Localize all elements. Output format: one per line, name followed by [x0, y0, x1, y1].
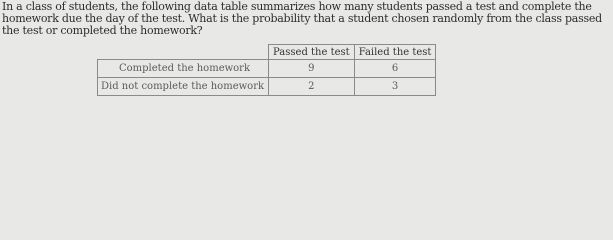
row-label-completed: Completed the homework: [98, 60, 269, 78]
table-row: [98, 60, 436, 78]
table-header-row: [98, 45, 436, 60]
cell-not-completed-passed: 2: [269, 78, 355, 96]
cell-not-completed-failed: 3: [354, 78, 436, 96]
data-table: [97, 44, 436, 96]
column-header-passed: Passed the test: [269, 45, 355, 60]
column-header-failed: Failed the test: [354, 45, 436, 60]
question-text: In a class of students, the following data table summarizes how many students passed a test and complete the homework due the day of the test. What is the probability that a student chosen randomly from the class passed the test or completed the homework?: [2, 0, 602, 37]
cell-completed-failed: 6: [354, 60, 436, 78]
table-row: [98, 78, 436, 96]
row-label-not-completed: Did not complete the homework: [98, 78, 269, 96]
cell-completed-passed: 9: [269, 60, 355, 78]
table-corner-cell: [98, 45, 269, 60]
